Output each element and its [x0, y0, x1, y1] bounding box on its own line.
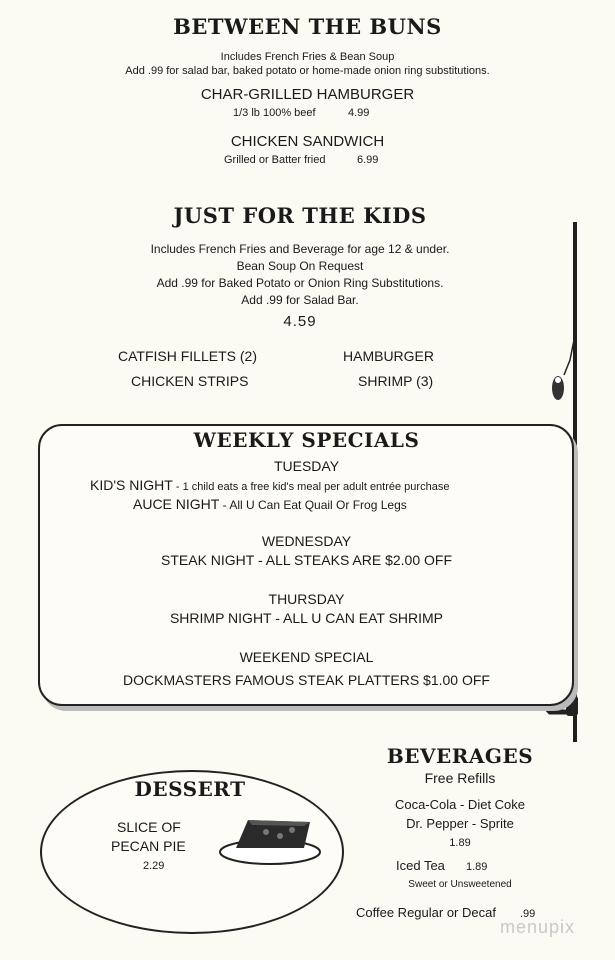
buns-title: BETWEEN THE BUNS	[173, 14, 442, 39]
shrimp-night-line: SHRIMP NIGHT - ALL U CAN EAT SHRIMP	[169, 610, 444, 626]
beverages-title: BEVERAGES	[386, 744, 534, 768]
kids-line2: Bean Soup On Request	[236, 259, 364, 273]
pecan-pie-icon	[218, 808, 323, 868]
weekend-heading: WEEKEND SPECIAL	[239, 649, 374, 665]
auce-night-label: AUCE NIGHT	[133, 496, 220, 512]
chicken-sandwich-desc: Grilled or Batter fried	[224, 154, 326, 166]
iced-tea-note: Sweet or Unsweetened	[408, 879, 512, 890]
wednesday-heading: WEDNESDAY	[261, 533, 352, 549]
pie-line1: SLICE OF	[117, 819, 181, 835]
kids-line4: Add .99 for Salad Bar.	[241, 293, 359, 307]
hamburger-name: CHAR-GRILLED HAMBURGER	[200, 86, 415, 103]
kids-line1: Includes French Fries and Beverage for age 12 & under.	[150, 242, 450, 256]
weekend-special-line: DOCKMASTERS FAMOUS STEAK PLATTERS $1.00 OFF	[123, 672, 490, 688]
dessert-title: DESSERT	[134, 777, 246, 801]
beverage-price1: 1.89	[449, 837, 471, 849]
iced-tea: Iced Tea	[396, 858, 445, 873]
kids-item: CHICKEN STRIPS	[131, 373, 249, 389]
auce-night-desc: - All U Can Eat Quail Or Frog Legs	[219, 498, 407, 512]
tuesday-heading: TUESDAY	[273, 458, 340, 474]
hamburger-price: 4.99	[348, 107, 370, 119]
coffee: Coffee Regular or Decaf	[356, 905, 496, 920]
kids-item: HAMBURGER	[343, 348, 435, 364]
beverages-subtitle: Free Refills	[424, 770, 496, 786]
hamburger-desc: 1/3 lb 100% beef	[233, 107, 316, 119]
watermark-text: menupix	[499, 917, 575, 937]
specials-title: WEEKLY SPECIALS	[193, 428, 420, 452]
kids-price: 4.59	[283, 313, 317, 330]
buns-addons: Add .99 for salad bar, baked potato or home-made onion ring substitutions.	[125, 65, 490, 77]
steak-night-line: STEAK NIGHT - ALL STEAKS ARE $2.00 OFF	[161, 552, 452, 568]
coffee-price: .99	[520, 908, 536, 920]
kids-night-line	[90, 477, 449, 493]
kids-night-desc: - 1 child eats a free kid's meal per adult entrée purchase	[172, 481, 450, 493]
buns-includes: Includes French Fries & Bean Soup	[220, 51, 395, 63]
chicken-sandwich-price: 6.99	[357, 154, 379, 166]
kids-item: SHRIMP (3)	[358, 373, 434, 389]
thursday-heading: THURSDAY	[268, 591, 345, 607]
auce-night-line	[133, 496, 407, 512]
beverage-line2: Dr. Pepper - Sprite	[406, 816, 514, 831]
kids-title: JUST FOR THE KIDS	[173, 203, 427, 228]
kids-item: CATFISH FILLETS (2)	[118, 348, 257, 364]
pie-line2: PECAN PIE	[111, 838, 186, 854]
beverage-line1: Coca-Cola - Diet Coke	[394, 797, 526, 812]
kids-night-label: KID'S NIGHT	[90, 477, 173, 493]
iced-tea-price: 1.89	[466, 861, 488, 873]
pie-price: 2.29	[143, 860, 165, 872]
kids-line3: Add .99 for Baked Potato or Onion Ring Substitutions.	[156, 276, 444, 290]
chicken-sandwich-name: CHICKEN SANDWICH	[230, 133, 385, 150]
